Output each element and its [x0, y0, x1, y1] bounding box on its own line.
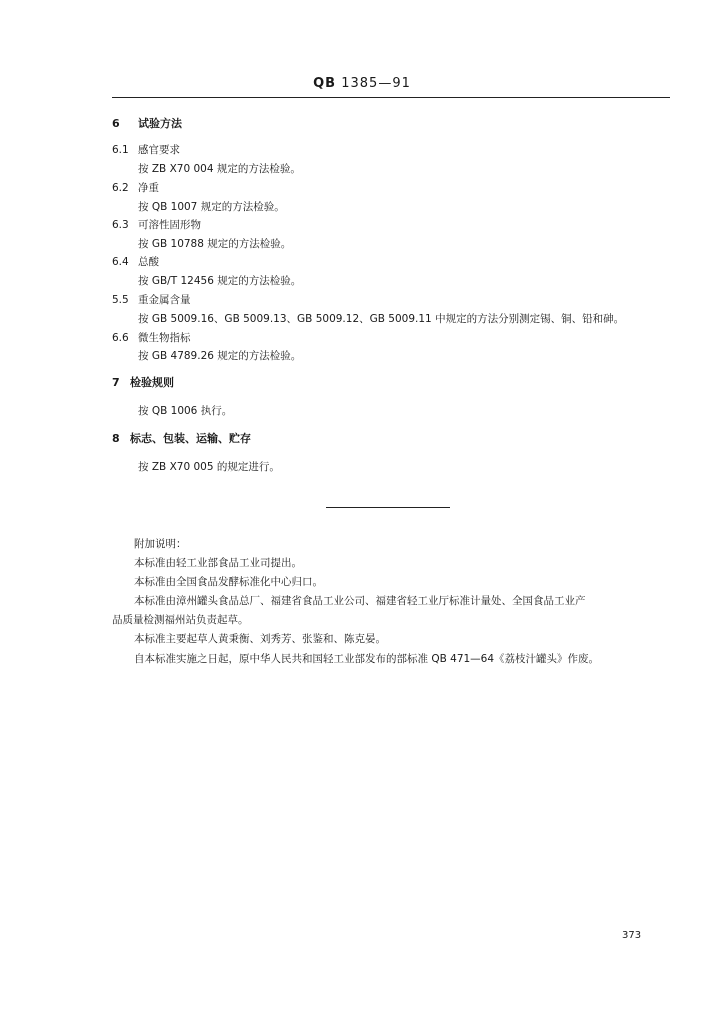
- notes-paragraph-3b: 品质量检测福州站负责起草。: [112, 614, 249, 626]
- running-header: [0, 76, 724, 91]
- notes-heading: 附加说明：: [134, 538, 187, 550]
- end-rule: [326, 507, 450, 508]
- section-7-heading: 7 检验规则: [112, 376, 174, 389]
- section-6-4-body: 按 GB/T 12456 规定的方法检验。: [138, 275, 302, 287]
- section-6-2-body: 按 QB 1007 规定的方法检验。: [138, 201, 285, 213]
- section-7-body: 按 QB 1006 执行。: [138, 405, 233, 417]
- section-8-heading: 8 标志、包装、运输、贮存: [112, 432, 251, 445]
- section-6-6-body: 按 GB 4789.26 规定的方法检验。: [138, 350, 302, 362]
- section-6-5-body: 按 GB 5009.16、GB 5009.13、GB 5009.12、GB 5009.11 中规定的方法分别测定锡、铜、铅和砷。: [138, 313, 625, 325]
- section-6-2-heading: 6.2 净重: [112, 182, 159, 194]
- header-standard-number: 1385—91: [341, 76, 411, 91]
- section-6-5-heading: 5.5 重金属含量: [112, 294, 191, 306]
- header-standard-code: QB: [313, 76, 337, 91]
- section-8-body: 按 ZB X70 005 的规定进行。: [138, 461, 280, 473]
- section-6-3-heading: 6.3 可溶性固形物: [112, 219, 201, 231]
- header-rule: [112, 97, 670, 98]
- notes-paragraph-3a: 本标准由漳州罐头食品总厂、福建省食品工业公司、福建省轻工业厅标准计量处、全国食品工业产: [134, 595, 586, 607]
- page-number: 373: [622, 930, 642, 941]
- section-6-1-body: 按 ZB X70 004 规定的方法检验。: [138, 163, 301, 175]
- section-6-3-body: 按 GB 10788 规定的方法检验。: [138, 238, 292, 250]
- section-6-heading: 6 试验方法: [112, 117, 182, 130]
- section-6-4-heading: 6.4 总酸: [112, 256, 159, 268]
- notes-paragraph-4: 本标准主要起草人黄秉衡、刘秀芳、张鉴和、陈克晏。: [134, 633, 386, 645]
- notes-paragraph-5: 自本标准实施之日起，原中华人民共和国轻工业部发布的部标准 QB 471—64《荔枝汁罐头》作废。: [134, 653, 600, 665]
- notes-paragraph-1: 本标准由轻工业部食品工业司提出。: [134, 557, 302, 569]
- notes-paragraph-2: 本标准由全国食品发酵标准化中心归口。: [134, 576, 323, 588]
- section-6-6-heading: 6.6 微生物指标: [112, 332, 191, 344]
- section-6-1-heading: 6.1 感官要求: [112, 144, 180, 156]
